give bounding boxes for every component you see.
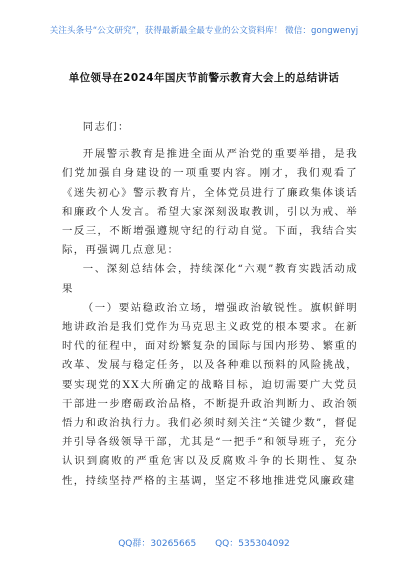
qq-number-label: QQ：535304092 bbox=[215, 539, 290, 549]
paragraph-intro: 开展警示教育是推进全面从严治党的重要举措，是我们党加强自身建设的一项重要内容。刚才，我们观看了《迷失初心》警示教育片，全体党员进行了廉政集体谈话和廉政个人发言。希望大家深刻汲取教训，引以为戒、举一反三，不断增强遵规守纪的行动自觉。下面，我结合实际，再强调几点意见： bbox=[62, 148, 358, 257]
qq-group-label: QQ群：30265665 bbox=[118, 539, 197, 549]
top-banner: 关注头条号“公文研究”，获得最新最全最专业的公文资料库！ 微信：gongwenyj bbox=[49, 26, 359, 36]
document-title: 单位领导在2024年国庆节前警示教育大会上的总结讲话 bbox=[68, 72, 340, 84]
paragraph-point-one: （一）要站稳政治立场，增强政治敏锐性。旗帜鲜明地讲政治是我们党作为马克思主义政党的根本要求。在新时代的征程中，面对纷繁复杂的国际与国内形势、繁重的改革、发展与稳定任务，以及各种难以预料的风险挑战，要实现党的XX大所确定的战略目标，迫切需要广大党员干部进一步磨砺政治品格，不断提升政治判断力、政治领悟力和政治执行力。我们必须时刻关注“关键少数”，督促并引导各级领导干部，尤其是“一把手”和领导班子，充分认识到腐败的严重危害以及反腐败斗争的长期性、复杂性，持续坚持严格的主基调，坚定不移地推进党风廉政建 bbox=[62, 301, 358, 487]
footer-contact bbox=[0, 536, 408, 549]
salutation: 同志们： bbox=[82, 121, 130, 133]
document-body bbox=[62, 118, 358, 491]
section-heading: 一、深刻总结体会，持续深化“六观”教育实践活动成果 bbox=[62, 263, 358, 295]
